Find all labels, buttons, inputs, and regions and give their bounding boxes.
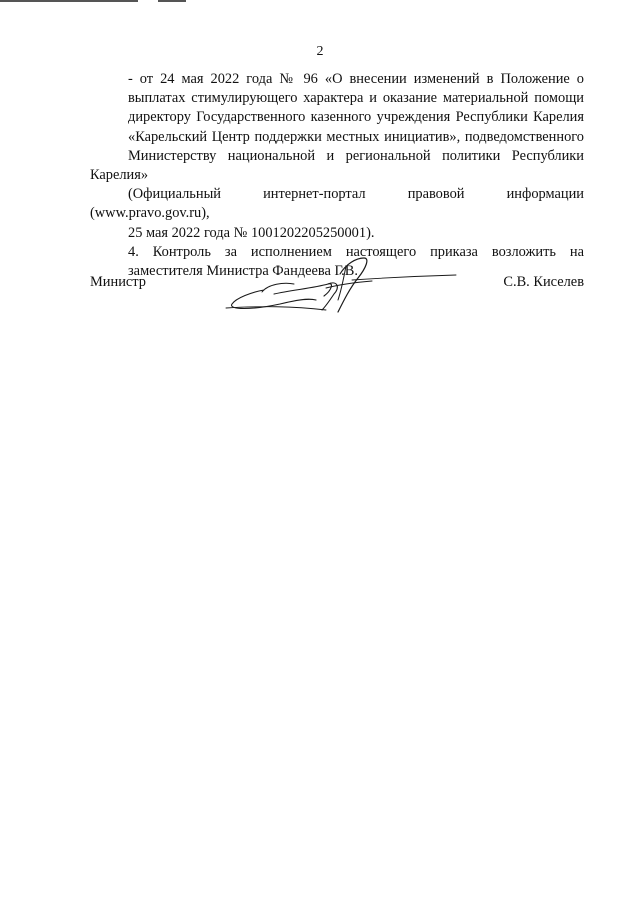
text-line: заместителя Министра Фандеева Г.В.	[128, 263, 358, 280]
scan-edge-mark	[158, 0, 186, 2]
signer-title: Министр	[90, 274, 146, 290]
text-line: (Официальный интернет-портал правовой информации (www.pravo.gov.ru),	[90, 186, 584, 222]
text-line: 25 мая 2022 года № 1001202205250001).	[128, 224, 375, 241]
text-line: - от 24 мая 2022 года № 96 «О внесении изменений в Положение о	[128, 71, 584, 87]
text-line: «Карельский Центр поддержки местных инициатив», подведомственного	[128, 128, 584, 145]
signature-block	[90, 254, 584, 324]
text-line: выплатах стимулирующего характера и оказание материальной помощи	[128, 90, 584, 107]
text-line: Министерству национальной и региональной политики Республики Карелия»	[90, 147, 584, 184]
scan-edge-mark	[0, 0, 138, 2]
page-number: 2	[316, 44, 324, 59]
handwritten-signature	[222, 254, 462, 318]
text-line: 4. Контроль за исполнением настоящего приказа возложить на	[128, 243, 584, 260]
text-line: директору Государственного казенного учреждения Республики Карелия	[128, 109, 584, 126]
signer-name: С.В. Киселев	[503, 274, 584, 290]
document-body	[90, 70, 584, 281]
paragraph-amendment-reference	[90, 70, 584, 243]
